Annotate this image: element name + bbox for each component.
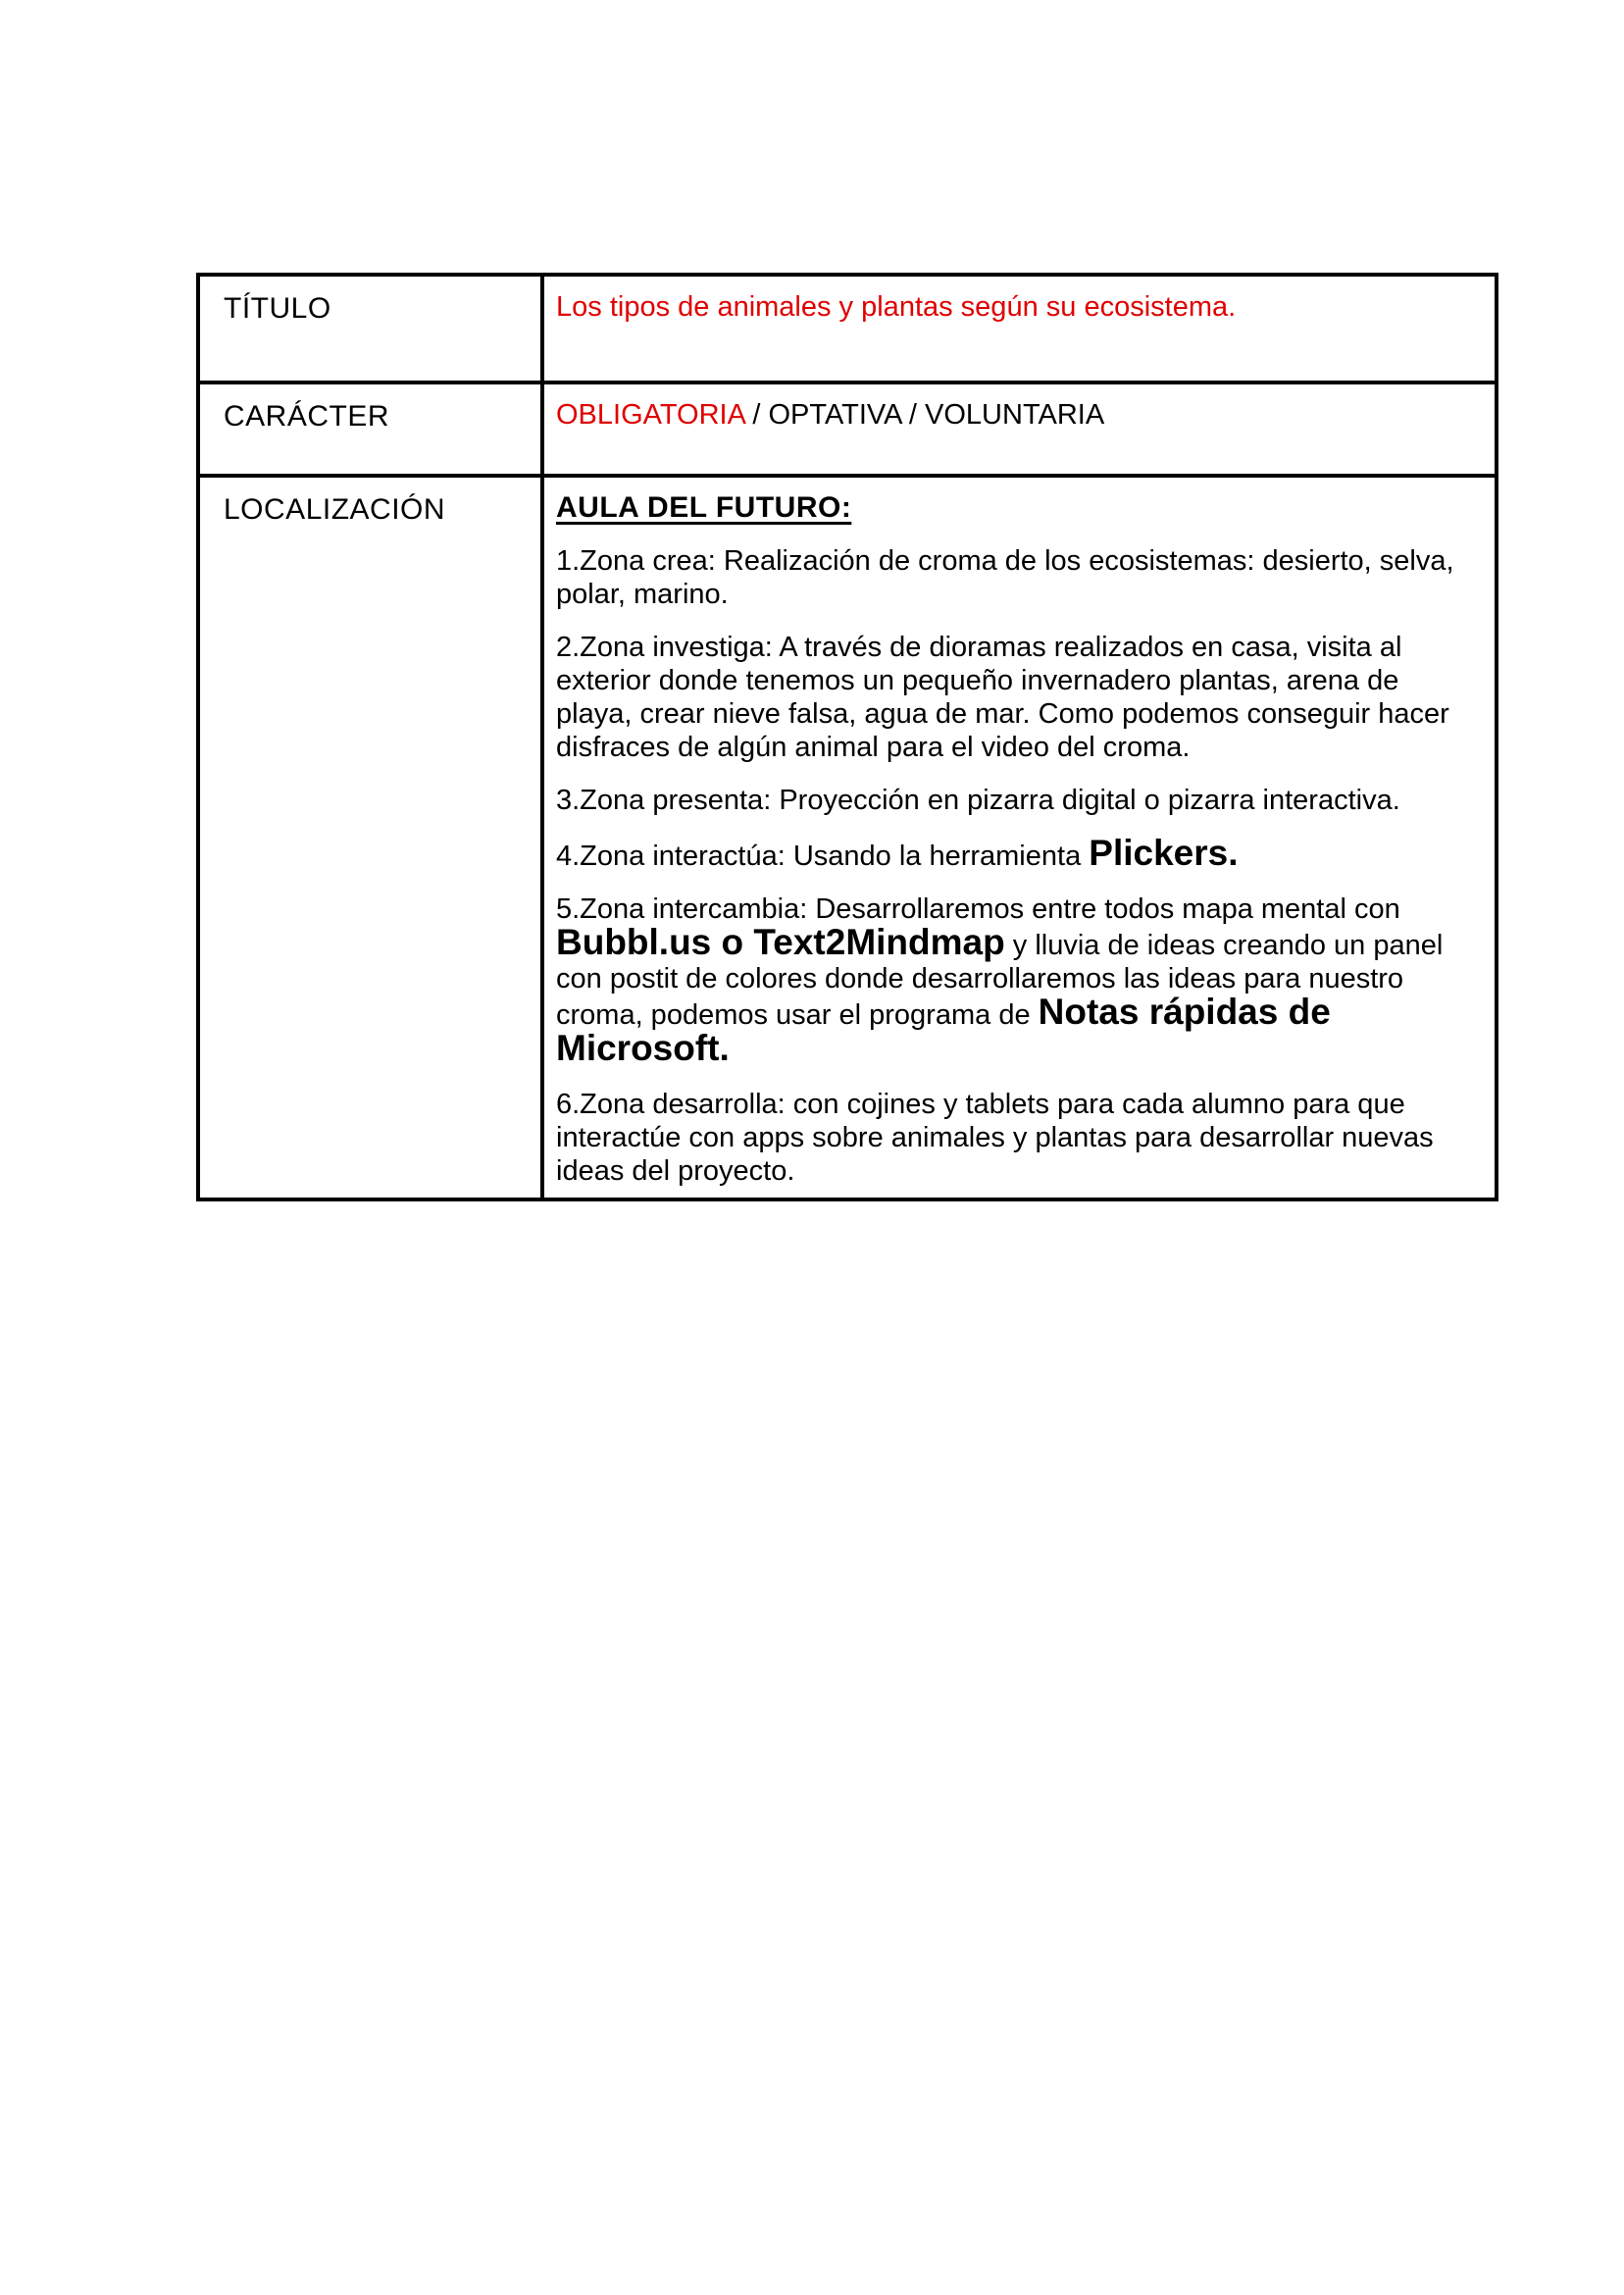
zona-desarrolla-paragraph	[556, 1088, 1473, 1188]
notas-rapidas-tool-name: Notas rápidas de Microsoft.	[556, 992, 1331, 1068]
zona-intercambia-text-mid: y lluvia de ideas creando un panel con postit de colores donde desarrollaremos las ideas para nuestro croma, podemos usar el programa de	[556, 930, 1444, 1031]
zona-crea-paragraph	[556, 544, 1473, 611]
caracter-label-cell	[198, 382, 542, 476]
zona-investiga-text: 2.Zona investiga: A través de dioramas realizados en casa, visita al exterior donde tenemos un pequeño invernadero plantas, arena de playa, crear nieve falsa, agua de mar. Como podemos conseguir hacer disfraces de algún animal para el video del croma.	[556, 632, 1449, 763]
zona-desarrolla-text: 6.Zona desarrolla: con cojines y tablets para cada alumno para que interactúe con apps sobre animales y plantas para desarrollar nuevas ideas del proyecto.	[556, 1089, 1434, 1187]
aula-del-futuro-heading-text: AULA DEL FUTURO:	[556, 491, 852, 524]
table-row-caracter	[198, 382, 1497, 476]
aula-del-futuro-heading	[556, 491, 1473, 525]
caracter-label: CARÁCTER	[224, 400, 390, 433]
titulo-value: Los tipos de animales y plantas según su ecosistema.	[556, 291, 1237, 323]
zona-presenta-text: 3.Zona presenta: Proyección en pizarra digital o pizarra interactiva.	[556, 785, 1400, 816]
titulo-label: TÍTULO	[224, 292, 331, 325]
localizacion-label-cell	[198, 476, 542, 1199]
bubblus-text2mindmap-tool-names: Bubbl.us o Text2Mindmap	[556, 922, 1005, 962]
zona-interactua-paragraph	[556, 833, 1473, 873]
localizacion-label: LOCALIZACIÓN	[224, 493, 446, 526]
table-row-titulo	[198, 275, 1497, 382]
caracter-option-highlighted: OBLIGATORIA	[556, 399, 745, 431]
table-row-localizacion	[198, 476, 1497, 1199]
plickers-tool-name: Plickers.	[1089, 833, 1239, 873]
titulo-label-cell	[198, 275, 542, 382]
zona-intercambia-paragraph	[556, 892, 1473, 1068]
caracter-value-cell	[542, 382, 1497, 476]
zona-intercambia-text-pre: 5.Zona intercambia: Desarrollaremos entre todos mapa mental con	[556, 893, 1400, 925]
zona-interactua-text: 4.Zona interactúa: Usando la herramienta	[556, 841, 1090, 872]
caracter-options-rest: / OPTATIVA / VOLUNTARIA	[744, 399, 1105, 431]
info-table	[196, 273, 1498, 1201]
titulo-value-cell	[542, 275, 1497, 382]
zona-crea-text: 1.Zona crea: Realización de croma de los ecosistemas: desierto, selva, polar, marino.	[556, 545, 1454, 610]
localizacion-value-cell	[542, 476, 1497, 1199]
zona-presenta-paragraph	[556, 784, 1473, 817]
zona-investiga-paragraph	[556, 631, 1473, 764]
